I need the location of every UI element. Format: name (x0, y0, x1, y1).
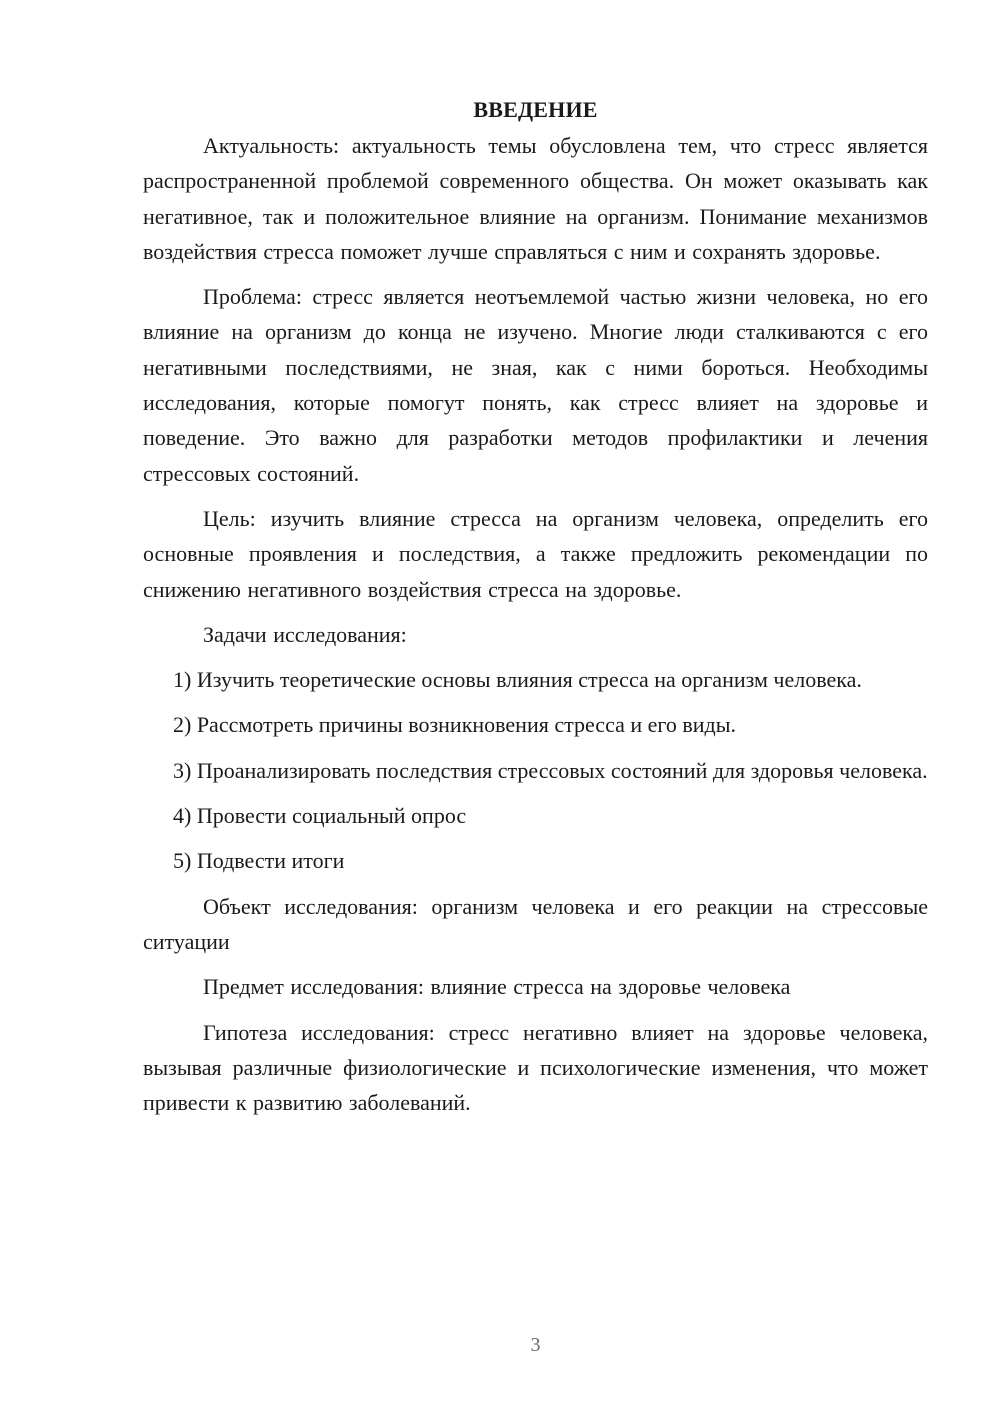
paragraph-relevance: Актуальность: актуальность темы обусловлена тем, что стресс является распространенной проблемой современного общества. Он может оказывать как негативное, так и положительное влияние на организм. Понимание механизмов воздействия стресса поможет лучше справляться с ним и сохранять здоровье. (143, 133, 928, 264)
page-number: 3 (530, 1334, 541, 1356)
paragraph-subject: Предмет исследования: влияние стресса на здоровье человека (203, 974, 791, 1000)
paragraph-goal: Цель: изучить влияние стресса на организм человека, определить его основные проявления и последствия, а также предложить рекомендации по снижению негативного воздействия стресса на здоровье. (143, 505, 928, 602)
paragraph-hypothesis: Гипотеза исследования: стресс негативно влияет на здоровье человека, вызывая различные физиологические и психологические изменения, что может привести к развитию заболеваний. (143, 1019, 928, 1116)
task-item-4: 4) Провести социальный опрос (173, 803, 467, 829)
paragraph-object: Объект исследования: организм человека и его реакции на стрессовые ситуации (143, 893, 928, 954)
task-item-3: 3) Проанализировать последствия стрессовых состояний для здоровья человека. (173, 757, 928, 783)
page-content (143, 92, 928, 1120)
paragraph-problem: Проблема: стресс является неотъемлемой частью жизни человека, но его влияние на организм до конца не изучено. Многие люди сталкиваются с его негативными последствиями, не зная, как с ними бороться. Необходимы исследования, которые помогут понять, как стресс влияет на здоровье и поведение. Это важно для разработки методов профилактики и лечения стрессовых состояний. (143, 284, 928, 486)
page-heading: ВВЕДЕНИЕ (473, 97, 598, 122)
task-item-2: 2) Рассмотреть причины возникновения стресса и его виды. (173, 712, 737, 738)
task-item-1: 1) Изучить теоретические основы влияния стресса на организм человека. (173, 667, 862, 693)
task-item-5: 5) Подвести итоги (173, 848, 345, 874)
tasks-title: Задачи исследования: (203, 621, 407, 647)
